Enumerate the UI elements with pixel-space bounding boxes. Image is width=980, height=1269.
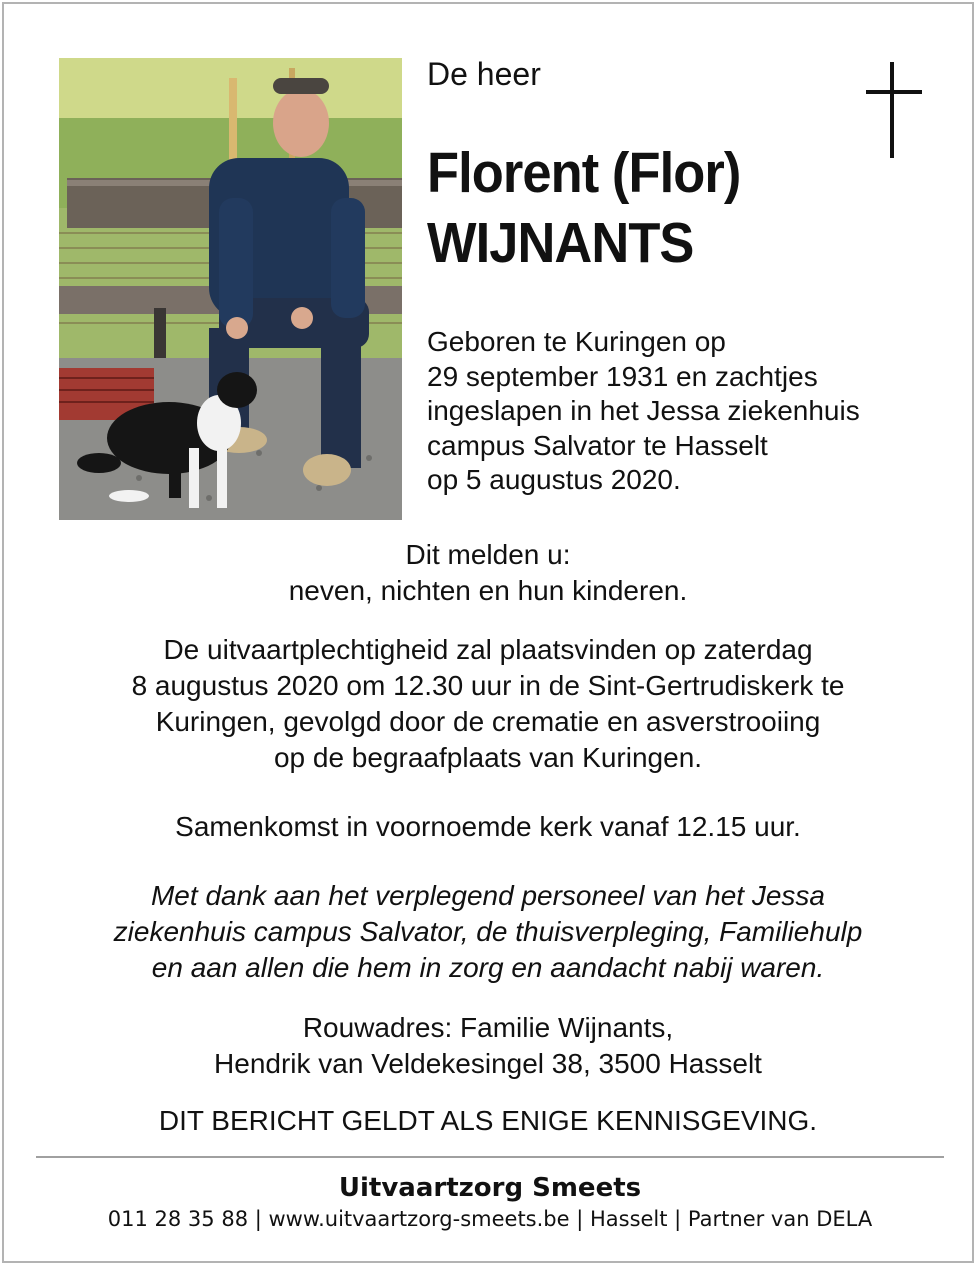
bio-line: 29 september 1931 en zachtjes	[427, 360, 818, 392]
address-line: Rouwadres: Familie Wijnants,	[302, 1012, 674, 1043]
announcers-line: Dit melden u:	[405, 539, 571, 570]
cross-icon	[866, 62, 922, 158]
funeral-line: Kuringen, gevolgd door de crematie en asverstrooiing	[155, 706, 821, 737]
funeral-line: De uitvaartplechtigheid zal plaatsvinden op zaterdag	[163, 634, 813, 665]
deceased-name	[427, 138, 740, 278]
bio-line: op 5 augustus 2020.	[427, 464, 681, 495]
thanks	[0, 878, 976, 986]
bio-line: ingeslapen in het Jessa ziekenhuis	[427, 395, 860, 426]
undertaker-name: Uitvaartzorg Smeets	[338, 1173, 642, 1203]
gathering-line: Samenkomst in voornoemde kerk vanaf 12.15 uur.	[175, 811, 801, 842]
funeral-line: 8 augustus 2020 om 12.30 uur in de Sint-Gertrudiskerk te	[131, 670, 845, 701]
disclaimer	[0, 1103, 976, 1139]
deceased-first-name: Florent (Flor)	[427, 141, 741, 205]
biography	[427, 325, 860, 498]
gathering-time	[0, 809, 976, 845]
footer-divider	[36, 1156, 944, 1158]
bio-line: Geboren te Kuringen op	[427, 326, 726, 357]
salutation: De heer	[427, 56, 541, 92]
thanks-line: ziekenhuis campus Salvator, de thuisverpleging, Familiehulp	[113, 916, 863, 947]
funeral-line: op de begraafplaats van Kuringen.	[273, 742, 703, 773]
deceased-last-name: WIJNANTS	[427, 211, 694, 275]
thanks-line: en aan allen die hem in zorg en aandacht nabij waren.	[151, 952, 825, 983]
funeral-details	[0, 632, 976, 776]
portrait-photo	[59, 58, 402, 520]
announcers	[0, 537, 976, 609]
mourning-address	[0, 1010, 976, 1082]
undertaker-contact: 011 28 35 88 | www.uitvaartzorg-smeets.be | Hasselt | Partner van DELA	[107, 1207, 873, 1231]
announcers-line: neven, nichten en hun kinderen.	[288, 575, 688, 606]
address-line: Hendrik van Veldekesingel 38, 3500 Hasselt	[214, 1048, 762, 1079]
bio-line: campus Salvator te Hasselt	[427, 429, 768, 461]
disclaimer-line: DIT BERICHT GELDT ALS ENIGE KENNISGEVING.	[158, 1105, 818, 1136]
thanks-line: Met dank aan het verplegend personeel van het Jessa	[150, 880, 825, 911]
